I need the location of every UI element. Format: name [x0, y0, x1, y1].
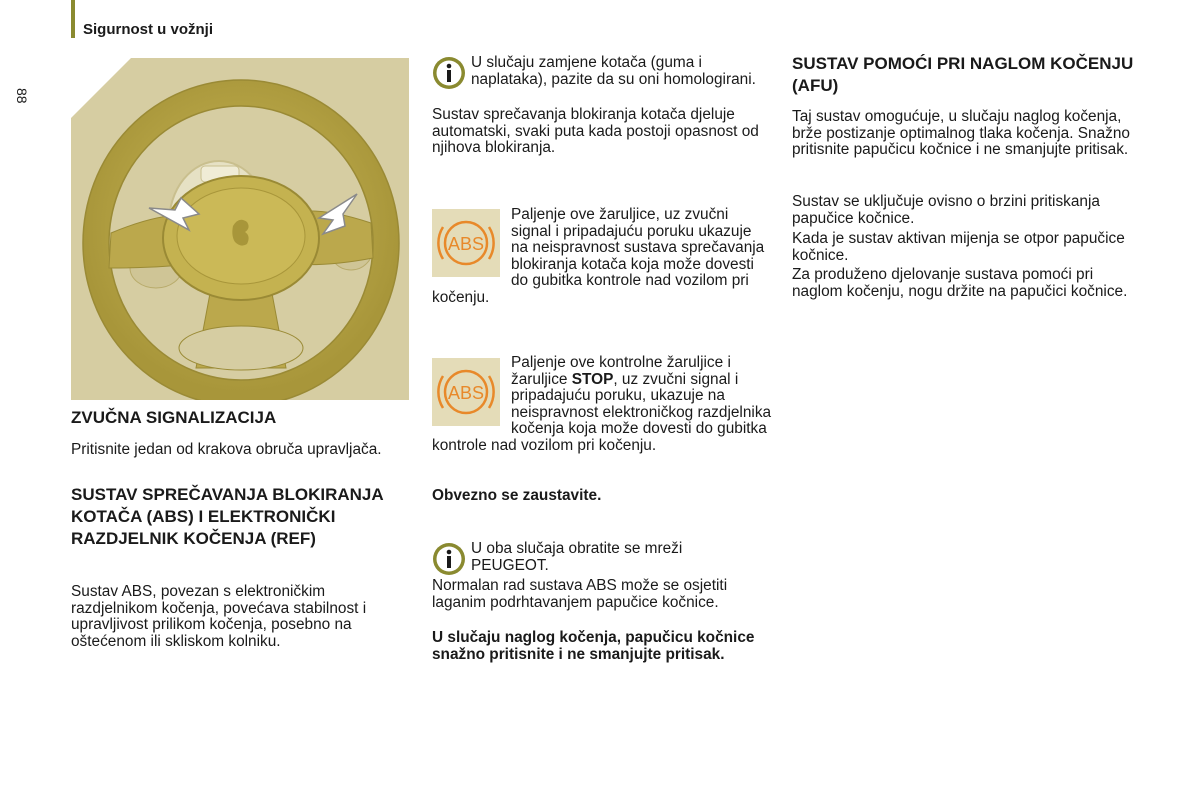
warning-ref-part2: , uz zvučni signal i pripadajuću poruku, ukazuje na neispravnost elektroničkog razdjelnika kočenja koja može dovesti do gubitka kontrole nad vozilom pri kočenju. [432, 370, 772, 454]
paragraph-sound-signal: Pritisnite jedan od krakova obruča upravljača. [71, 441, 382, 458]
page-number: 88 [14, 88, 30, 104]
paragraph-abs-normal: Normalan rad sustava ABS može se osjetiti laganim podrhtavanjem papučice kočnice. [432, 577, 728, 611]
info-note-wheels: U slučaju zamjene kotača (guma i naplataka), pazite da su oni homologirani. [471, 54, 756, 88]
stop-instruction: Obvezno se zaustavite. [432, 487, 602, 504]
paragraph-afu-2: Sustav se uključuje ovisno o brzini pritiskanja papučice kočnice. [792, 193, 1100, 227]
warning-abs-text [432, 207, 772, 306]
paragraph-abs-automatic: Sustav sprečavanja blokiranja kotača djeluje automatski, svaki puta kada postoji opasnost od njihova blokiranja. [432, 106, 759, 156]
paragraph-afu-3: Kada je sustav aktivan mijenja se otpor papučice kočnice. [792, 230, 1125, 264]
steering-wheel-image [71, 58, 409, 400]
abs-ref-icon-label: ABS [447, 383, 485, 403]
section-title: Sigurnost u vožnji [83, 21, 213, 38]
heading-sound-signal: ZVUČNA SIGNALIZACIJA [71, 408, 277, 427]
paragraph-abs: Sustav ABS, povezan s elektroničkim razdjelnikom kočenja, povećava stabilnost i upravljivost prilikom kočenja, posebno na oštećenom ili skliskom kolniku. [71, 583, 367, 650]
warning-abs-body: Paljenje ove žaruljice, uz zvučni signal i pripadajuću poruku ukazuje na neispravnost sustava sprečavanja blokiranja kotača koja može dovesti do gubitka kontrole nad vozilom pri kočenju. [432, 206, 765, 306]
heading-afu: SUSTAV POMOĆI PRI NAGLOM KOČENJU (AFU) [792, 54, 1134, 95]
figure-corner-cut [71, 58, 131, 118]
stop-label: STOP [571, 370, 614, 388]
info-note-peugeot: U oba slučaja obratite se mreži PEUGEOT. [471, 540, 683, 574]
header-accent-bar [71, 0, 75, 38]
info-icon [432, 542, 466, 576]
paragraph-afu-1: Taj sustav omogućuje, u slučaju naglog kočenja, brže postizanje optimalnog tlaka kočenja. Snažno pritisnite papučicu kočnice i ne smanjujte pritisak. [792, 108, 1130, 158]
paragraph-afu-4: Za produženo djelovanje sustava pomoći pri naglom kočenju, nogu držite na papučici kočnice. [792, 266, 1128, 300]
abs-icon-label: ABS [447, 234, 485, 254]
heading-abs: SUSTAV SPREČAVANJA BLOKIRANJA KOTAČA (ABS) I ELEKTRONIČKI RAZDJELNIK KOČENJA (REF) [71, 485, 384, 548]
info-icon [432, 56, 466, 90]
warning-ref-part1: Paljenje ove kontrolne žaruljice i žaruljice [511, 354, 731, 388]
paragraph-hard-braking: U slučaju naglog kočenja, papučicu kočnice snažno pritisnite i ne smanjujte pritisak. [432, 629, 755, 663]
warning-ref-text [432, 355, 772, 454]
